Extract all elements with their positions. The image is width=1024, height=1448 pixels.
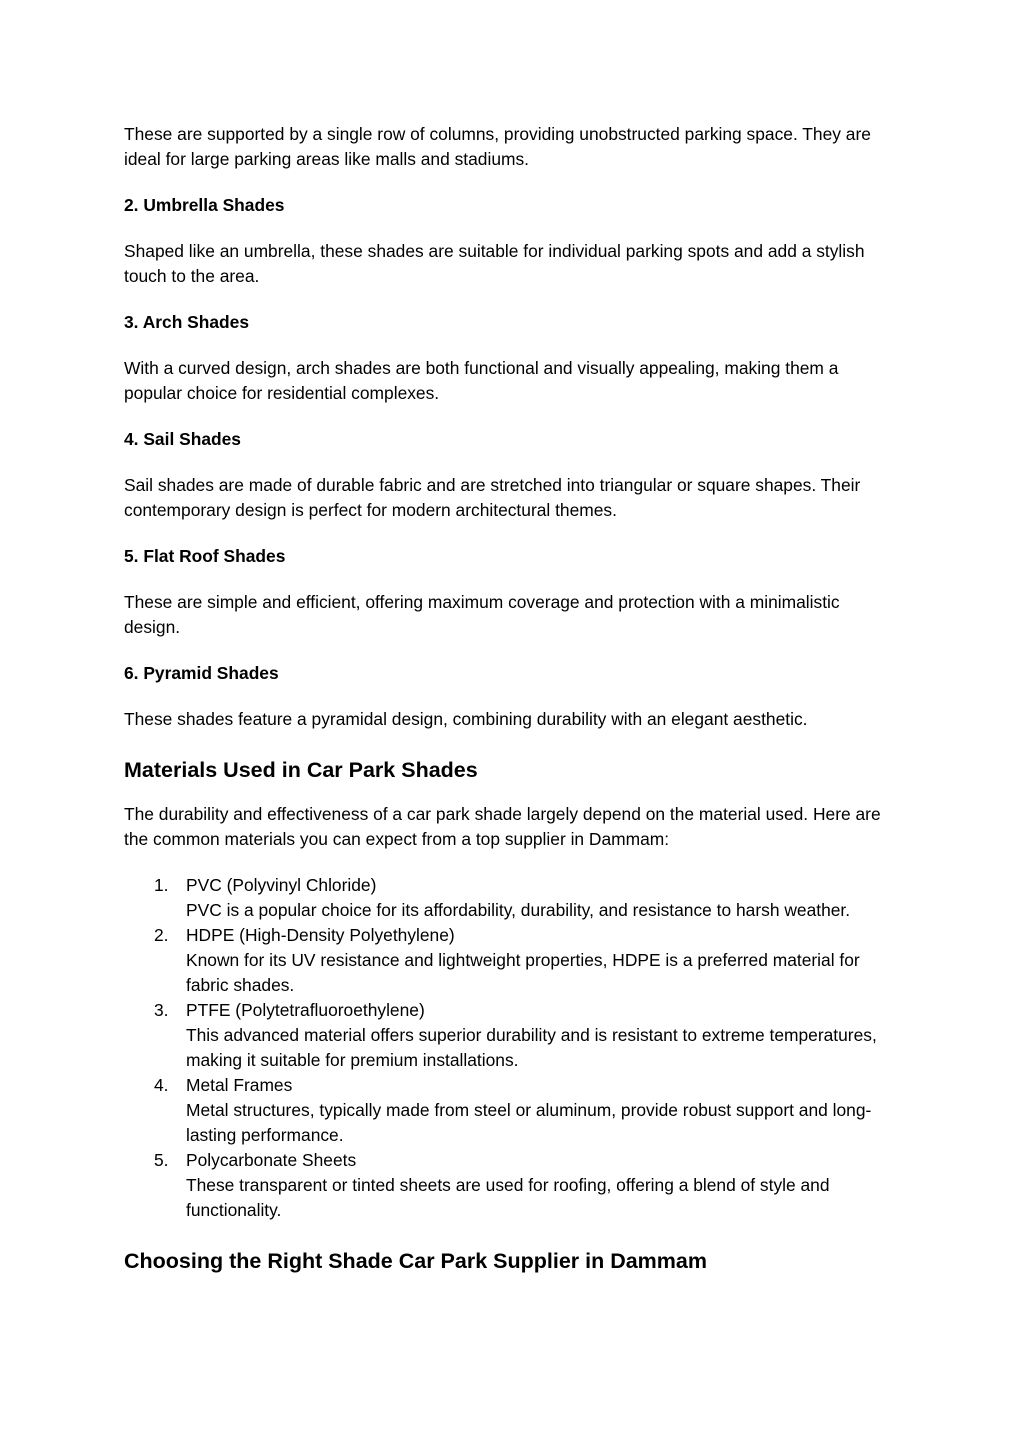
shade-type-heading-sail: 4. Sail Shades	[124, 429, 241, 449]
list-item	[124, 1073, 894, 1148]
shade-type-text-flat-roof: These are simple and efficient, offering maximum coverage and protection with a minimalistic design.	[124, 592, 840, 637]
material-description: Metal structures, typically made from steel or aluminum, provide robust support and long-lasting performance.	[186, 1100, 872, 1145]
material-description: These transparent or tinted sheets are used for roofing, offering a blend of style and functionality.	[186, 1175, 830, 1220]
shade-type-heading-umbrella: 2. Umbrella Shades	[124, 195, 285, 215]
list-item-number: 1.	[154, 875, 169, 895]
shade-type-heading-flat-roof: 5. Flat Roof Shades	[124, 546, 286, 566]
shade-type-text-arch: With a curved design, arch shades are both functional and visually appealing, making them a popular choice for residential complexes.	[124, 358, 839, 403]
material-description: This advanced material offers superior durability and is resistant to extreme temperatures, making it suitable for premium installations.	[186, 1025, 877, 1070]
shade-type-text-umbrella: Shaped like an umbrella, these shades are suitable for individual parking spots and add a stylish touch to the area.	[124, 241, 865, 286]
materials-list	[124, 873, 894, 1223]
list-item-number: 3.	[154, 1000, 169, 1020]
materials-heading: Materials Used in Car Park Shades	[124, 758, 478, 782]
document-page	[124, 122, 894, 1276]
shade-type-heading-arch: 3. Arch Shades	[124, 312, 250, 332]
list-item	[124, 873, 894, 923]
list-item-number: 5.	[154, 1150, 169, 1170]
list-item-number: 4.	[154, 1075, 169, 1095]
material-name: Metal Frames	[186, 1075, 293, 1095]
shade-type-text-pyramid: These shades feature a pyramidal design, combining durability with an elegant aesthetic.	[124, 709, 808, 729]
list-item	[124, 923, 894, 998]
list-item-number: 2.	[154, 925, 169, 945]
material-description: PVC is a popular choice for its affordability, durability, and resistance to harsh weather.	[186, 900, 851, 920]
intro-paragraph: These are supported by a single row of columns, providing unobstructed parking space. They are ideal for large parking areas like malls and stadiums.	[124, 124, 871, 169]
supplier-heading: Choosing the Right Shade Car Park Supplier in Dammam	[124, 1249, 707, 1273]
material-name: PVC (Polyvinyl Chloride)	[186, 875, 377, 895]
list-item	[124, 1148, 894, 1223]
materials-intro: The durability and effectiveness of a car park shade largely depend on the material used. Here are the common materials you can expect from a top supplier in Dammam:	[124, 804, 881, 849]
material-name: HDPE (High-Density Polyethylene)	[186, 925, 455, 945]
list-item	[124, 998, 894, 1073]
shade-type-text-sail: Sail shades are made of durable fabric and are stretched into triangular or square shapes. Their contemporary design is perfect for modern architectural themes.	[124, 475, 861, 520]
material-description: Known for its UV resistance and lightweight properties, HDPE is a preferred material for fabric shades.	[186, 950, 860, 995]
material-name: PTFE (Polytetrafluoroethylene)	[186, 1000, 425, 1020]
material-name: Polycarbonate Sheets	[186, 1150, 357, 1170]
shade-type-heading-pyramid: 6. Pyramid Shades	[124, 663, 279, 683]
